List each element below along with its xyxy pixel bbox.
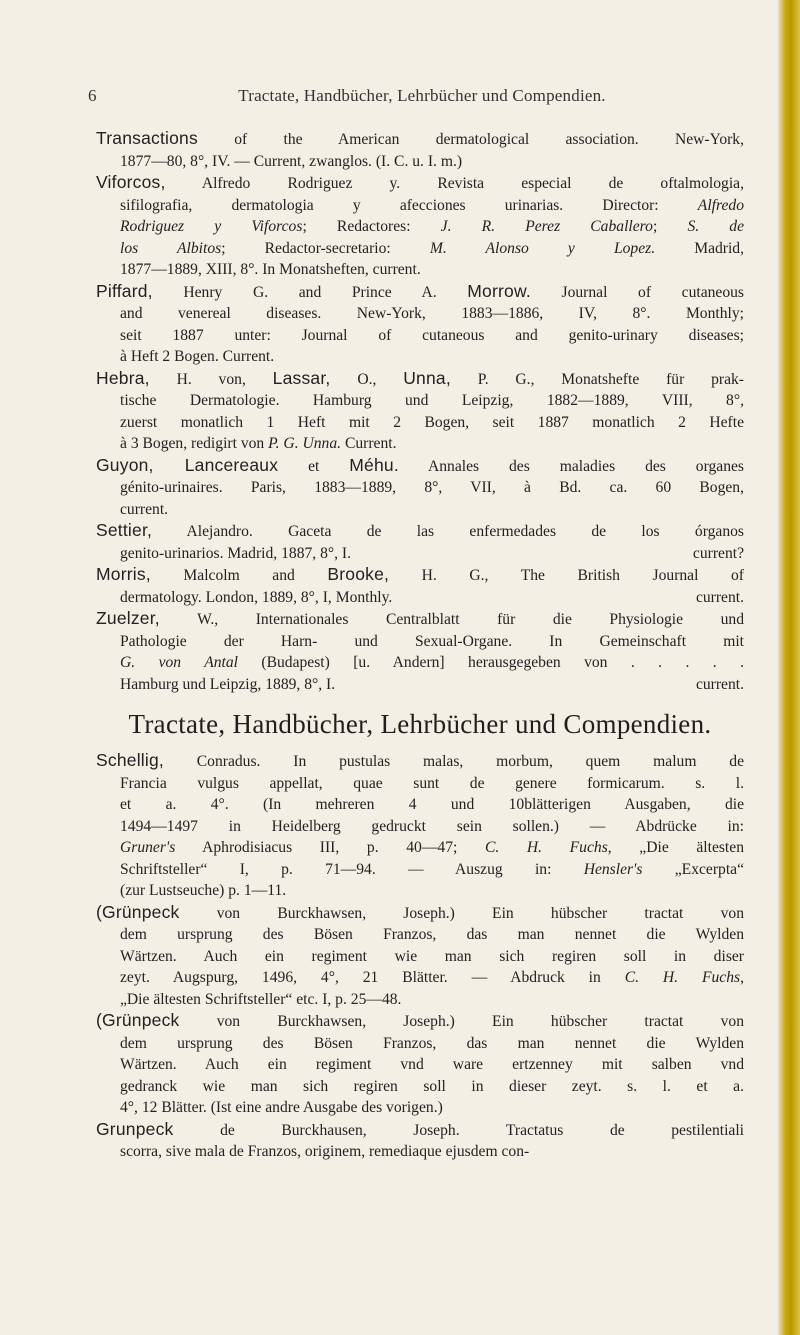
bibliography-entry — [96, 281, 744, 368]
bibliography-entry — [96, 564, 744, 608]
entry-line: dem ursprung des Bösen Franzos, das man nennet die Wylden — [120, 1034, 744, 1052]
page-number: 6 — [88, 86, 97, 105]
entry-line: Zuelzer, W., Internationales Centralblatt für die Physiologie und — [96, 608, 744, 628]
bibliography-entry — [96, 520, 744, 564]
bibliography-entry — [96, 128, 744, 172]
bibliography-entry — [96, 608, 744, 695]
bibliography-entry — [96, 1010, 744, 1119]
entry-line: 4°, 12 Blätter. (Ist eine andre Ausgabe des vorigen.) — [120, 1099, 443, 1116]
entry-line: Piffard, Henry G. and Prince A. Morrow. Journal of cutaneous — [96, 280, 745, 301]
entry-line: Schellig, Conradus. In pustulas malas, morbum, quem malum de — [96, 750, 744, 770]
page-content — [96, 128, 744, 1163]
entry-line: (zur Lustseuche) p. 1—11. — [120, 882, 287, 899]
entry-line: Schriftsteller“ I, p. 71—94. — Auszug in: Hensler's „Excerpta“ — [120, 860, 744, 878]
journal-entries — [96, 128, 744, 695]
bibliography-entry — [96, 368, 744, 455]
entry-line: seit 1887 unter: Journal of cutaneous and genito-urinary diseases; — [120, 326, 744, 344]
entry-line: Rodriguez y Viforcos; Redactores: J. R. Perez Caballero; S. de — [120, 218, 744, 235]
entry-line: dem ursprung des Bösen Franzos, das man nennet die Wylden — [120, 926, 744, 943]
entry-line: 1877—1889, XIII, 8°. In Monatsheften, current. — [120, 261, 421, 278]
entry-line: (Grünpeck von Burckhawsen, Joseph.) Ein hübscher tractat von — [96, 901, 744, 922]
entry-line: scorra, sive mala de Franzos, originem, remediaque ejusdem con- — [120, 1143, 530, 1160]
bibliography-entry — [96, 455, 744, 521]
entry-line: Francia vulgus appellat, quae sunt de genere formicarum. s. l. — [120, 774, 744, 792]
entry-line: Transactions of the American dermatological association. New-York, — [96, 128, 744, 148]
entry-line: Gruner's Aphrodisiacus III, p. 40—47; C. H. Fuchs, „Die ältesten — [120, 839, 744, 856]
entry-line: Guyon, Lancereaux et Méhu. Annales des maladies des organes — [96, 454, 744, 475]
bibliography-entry — [96, 1119, 744, 1163]
entry-line: and venereal diseases. New-York, 1883—1886, IV, 8°. Monthly; — [120, 305, 744, 322]
entry-line: zuerst monatlich 1 Heft mit 2 Bogen, seit 1887 monatlich 2 Hefte — [120, 413, 744, 431]
entry-line: G. von Antal (Budapest) [u. Andern] herausgegeben von . . . . . — [120, 654, 744, 671]
entry-line: (Grünpeck von Burckhawsen, Joseph.) Ein hübscher tractat von — [96, 1010, 744, 1030]
running-header — [88, 86, 756, 112]
entry-line: 1494—1497 in Heidelberg gedruckt sein sollen.) — Abdrücke in: — [120, 817, 744, 835]
entry-line: Hebra, H. von, Lassar, O., Unna, P. G., Monatshefte für prak- — [96, 367, 744, 388]
entry-line: génito-urinaires. Paris, 1883—1889, 8°, VII, à Bd. ca. 60 Bogen, — [120, 479, 744, 496]
entry-line: sifilografia, dermatologia y afecciones urinarias. Director: Alfredo — [120, 196, 744, 214]
entry-line: los Albitos; Redactor-secretario: M. Alonso y Lopez. Madrid, — [120, 239, 745, 257]
entry-line: gedranck wie man sich regiren soll in dieser zeyt. s. l. et a. — [120, 1077, 744, 1095]
entry-line: 1877—80, 8°, IV. — Current, zwanglos. (I. C. u. I. m.) — [120, 152, 463, 170]
entry-line: current. — [120, 500, 169, 518]
entry-line: genito-urinarios. Madrid, 1887, 8°, I. current? — [120, 544, 744, 562]
bibliography-entry — [96, 172, 744, 281]
entry-line: Wärtzen. Auch ein regiment vnd ware ertzenney mit salben vnd — [120, 1056, 744, 1073]
section-heading: Tractate, Handbücher, Lehrbücher und Compendien. — [128, 709, 712, 739]
bibliography-entry — [96, 750, 744, 902]
page-edge-gilding — [778, 0, 800, 1335]
entry-line: Viforcos, Alfredo Rodriguez y. Revista especial de oftalmologia, — [96, 172, 744, 192]
entry-line: et a. 4°. (In mehreren 4 und 10blätterigen Ausgaben, die — [120, 796, 744, 813]
entry-line: Grunpeck de Burckhausen, Joseph. Tractatus de pestilentiali — [96, 1118, 744, 1139]
entry-line: Morris, Malcolm and Brooke, H. G., The British Journal of — [96, 564, 744, 584]
running-title: Tractate, Handbücher, Lehrbücher und Compendien. — [238, 86, 606, 105]
entry-line: dermatology. London, 1889, 8°, I, Monthly. current. — [120, 588, 744, 606]
entry-line: à 3 Bogen, redigirt von P. G. Unna. Current. — [120, 435, 397, 452]
entry-line: à Heft 2 Bogen. Current. — [120, 348, 275, 365]
entry-line: Settier, Alejandro. Gaceta de las enfermedades de los órganos — [96, 520, 744, 540]
entry-line: Wärtzen. Auch ein regiment wie man sich regiren soll in diser — [120, 947, 744, 965]
entry-line: zeyt. Augspurg, 1496, 4°, 21 Blätter. — Abdruck in C. H. Fuchs, — [120, 969, 744, 986]
entry-line: Hamburg und Leipzig, 1889, 8°, I. current. — [120, 675, 744, 693]
entry-line: Pathologie der Harn- und Sexual-Organe. In Gemeinschaft mit — [120, 632, 744, 650]
entry-line: tische Dermatologie. Hamburg und Leipzig, 1882—1889, VIII, 8°, — [120, 392, 744, 409]
treatise-entries — [96, 750, 744, 1163]
entry-line: „Die ältesten Schriftsteller“ etc. I, p. 25—48. — [120, 990, 402, 1008]
bibliography-entry — [96, 902, 744, 1011]
